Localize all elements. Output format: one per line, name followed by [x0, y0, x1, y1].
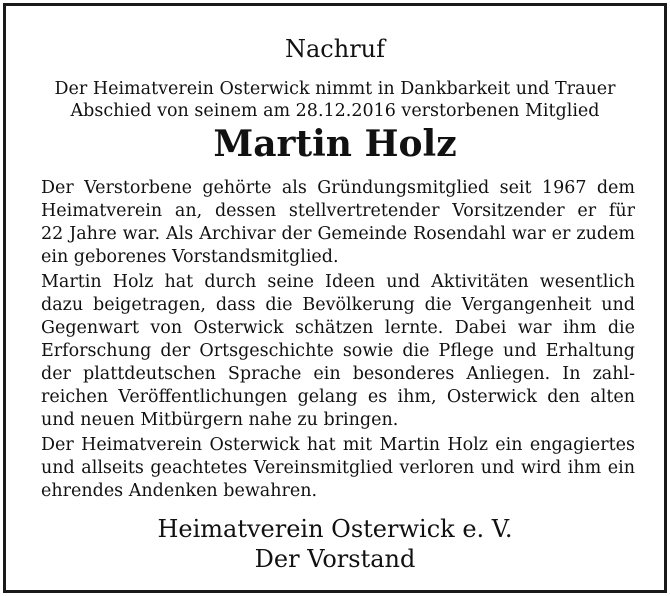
intro-line: Der Heimatverein Osterwick nimmt in Dankbarkeit und Trauer [54, 79, 616, 99]
signature-board: Der Vorstand [254, 545, 416, 573]
text-line: Heimatverein an, dessen stellvertretender Vorsitzender er für [41, 201, 635, 221]
text-line: und neuen Mitbürgern nahe zu bringen. [41, 410, 399, 430]
obituary-frame [3, 3, 667, 593]
intro-line: Abschied von seinem am 28.12.2016 verstorbenen Mitglied [70, 101, 600, 121]
paragraph-remembrance [41, 434, 635, 503]
text-line: der plattdeutschen Sprache ein besonderes Anliegen. In zahl- [41, 364, 635, 384]
text-line: 22 Jahre war. Als Archivar der Gemeinde Rosendahl war er zudem [41, 224, 635, 244]
text-line: Der Verstorbene gehörte als Gründungsmitglied seit 1967 dem [41, 178, 635, 198]
text-line: und allseits geachtetes Vereinsmitglied verloren und wird ihm ein [41, 458, 635, 478]
paragraph-contributions [41, 271, 635, 432]
paragraph-membership [41, 177, 635, 269]
text-line: Martin Holz hat durch seine Ideen und Aktivitäten wesentlich [41, 272, 635, 292]
text-line: dazu beigetragen, dass die Bevölkerung die Vergangenheit und [41, 295, 635, 315]
text-line: Gegenwart von Osterwick schätzen lernte. Dabei war ihm die [41, 318, 635, 338]
text-line: ein geborenes Vorstandsmitglied. [41, 247, 339, 267]
signature-organization: Heimatverein Osterwick e. V. [157, 515, 513, 543]
intro-text [6, 78, 664, 122]
text-line: Der Heimatverein Osterwick hat mit Martin Holz ein engagiertes [41, 435, 635, 455]
obituary-heading: Nachruf [284, 35, 386, 63]
text-line: Erforschung der Ortsgeschichte sowie die Pflege und Erhaltung [41, 341, 635, 361]
deceased-name: Martin Holz [213, 123, 457, 165]
text-line: ehrendes Andenken bewahren. [41, 481, 318, 501]
text-line: reichen Veröffentlichungen gelang es ihm, Osterwick den alten [41, 387, 635, 407]
